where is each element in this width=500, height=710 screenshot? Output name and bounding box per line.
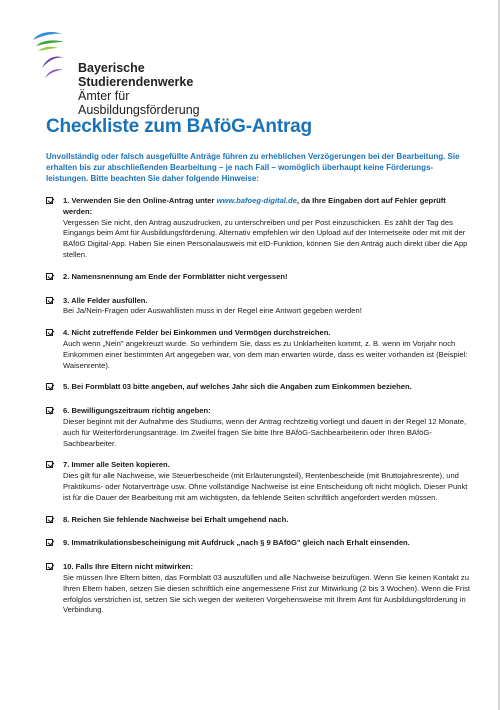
intro-paragraph: Unvollständig oder falsch ausgefüllte Anträge führen zu erheblichen Verzögerungen bei der Bearbeitung. Sie erhalten bis zur abschließenden Bearbeitung – je nach Fall – womöglich überhaupt keine Förderungs-leistungen. Bitte beachten Sie daher folgende Hinweise: (46, 152, 460, 183)
item-heading: 5. Bei Formblatt 03 bitte angeben, auf welches Jahr sich die Angaben zum Einkommen beziehen. (63, 382, 412, 392)
checklist-item-2 (46, 272, 476, 283)
logo-swoosh-icon (30, 28, 80, 88)
checkbox-checked-icon (46, 407, 53, 414)
checkbox-checked-icon (46, 563, 53, 570)
checkbox-checked-icon (46, 197, 53, 204)
checkbox-checked-icon (46, 329, 53, 336)
item-body: Sie müssen Ihre Eltern bitten, das Formblatt 03 auszufüllen und alle Nachweise beizufügen. Wenn Sie keinen Kontakt zu Ihren Eltern haben, setzen Sie diesen schriftlich eine angemessene Frist zur Mitwirkung (2 bis 3 Wochen). Wenn die Frist erfolglos verstrichen ist, setzen Sie sich wegen der weiteren Vorgehensweise mit Ihrem Amt für Ausbildungsförderung in Verbindung. (63, 572, 471, 615)
checklist-item-6 (46, 406, 476, 449)
item-body: Dies gilt für alle Nachweise, wie Steuerbescheide (mit Erläuterungsteil), Rentenbescheide (mit Bruttojahresrente), und Praktikums- oder Notarverträge usw. Ohne vollständige Nachweise ist eine Entscheidung oft nicht möglich. Dieser Punkt ist für die Dauer der Bearbeitung mit am wichtigsten, da fehlende Seiten schriftlich angefordert werden müssen. (63, 471, 468, 502)
item-heading: 3. Alle Felder ausfüllen. (63, 295, 148, 305)
studierendenwerk-logo (30, 28, 250, 117)
checklist-item-10 (46, 562, 476, 616)
checkbox-checked-icon (46, 273, 53, 280)
checkbox-checked-icon (46, 383, 53, 390)
page-title: Checkliste zum BAföG-Antrag (46, 116, 312, 137)
checklist-item-4 (46, 328, 476, 371)
item-heading: 9. Immatrikulationsbescheinigung mit Aufdruck „nach § 9 BAföG" gleich nach Erhalt einsenden. (63, 538, 410, 548)
organization-name (78, 61, 250, 117)
checklist-item-3 (46, 296, 476, 318)
item-body: Dieser beginnt mit der Aufnahme des Studiums, wenn der Antrag rechtzeitig vorliegt und dauert in der Regel 12 Monate, auch für Weiterförderungsanträge. Im Zweifel fragen Sie bitte Ihre BAföG-Sachbearbeiterin oder Ihren BAföG-Sachbearbeiter. (63, 416, 467, 448)
checklist (46, 196, 476, 616)
checklist-item-8 (46, 515, 476, 526)
item-body: Auch wenn „Nein" angekreuzt wurde. So verhindern Sie, dass es zu Unklarheiten kommt, z. B. wenn im Vorjahr noch Einkommen einer bestimmten Art angegeben war, von dem man erwarten würde, dass es weiter vorhanden ist (Beispiel: Waisenrente). (63, 338, 468, 370)
checkbox-checked-icon (46, 461, 53, 468)
checklist-item-1 (46, 196, 476, 261)
checklist-item-7 (46, 460, 476, 503)
org-line-1: Bayerische Studierendenwerke (78, 61, 194, 89)
bafoeg-digital-link[interactable]: www.bafoeg-digital.de (216, 196, 297, 205)
item-heading: 8. Reichen Sie fehlende Nachweise bei Erhalt umgehend nach. (63, 514, 289, 524)
item-heading: 2. Namensnennung am Ende der Formblätter nicht vergessen! (63, 271, 288, 281)
item-heading: 6. Bewilligungszeitraum richtig angeben: (63, 406, 211, 416)
item-heading: 7. Immer alle Seiten kopieren. (63, 460, 170, 470)
checkbox-checked-icon (46, 539, 53, 546)
checkbox-checked-icon (46, 297, 53, 304)
item-heading: 4. Nicht zutreffende Felder bei Einkommen und Vermögen durchstreichen. (63, 328, 331, 338)
checklist-item-9 (46, 538, 476, 549)
checkbox-checked-icon (46, 516, 53, 523)
checklist-item-5 (46, 382, 476, 393)
item-heading: 10. Falls Ihre Eltern nicht mitwirken: (63, 562, 193, 572)
org-line-2: Ämter für Ausbildungsförderung (78, 89, 200, 117)
item-body: Bei Ja/Nein-Fragen oder Auswahllisten muss in der Regel eine Antwort gegeben werden! (63, 306, 362, 316)
item-body: Vergessen Sie nicht, den Antrag auszudrucken, zu unterschreiben und per Post einzuschicken. Es zählt der Tag des Eingangs beim Amt für Ausbildungsförderung. Alternativ empfehlen wir den Upload auf der Internetseite oder mit mit der BAföG Digital-App. Haben Sie einen Personalausweis mit eID-Funktion, können Sie den Antrag auch direkt über die App stellen. (63, 217, 468, 259)
item-heading: 1. Verwenden Sie den Online-Antrag unter www.bafoeg-digital.de, da Ihre Eingaben dort auf Fehler geprüft werden: (63, 196, 446, 216)
